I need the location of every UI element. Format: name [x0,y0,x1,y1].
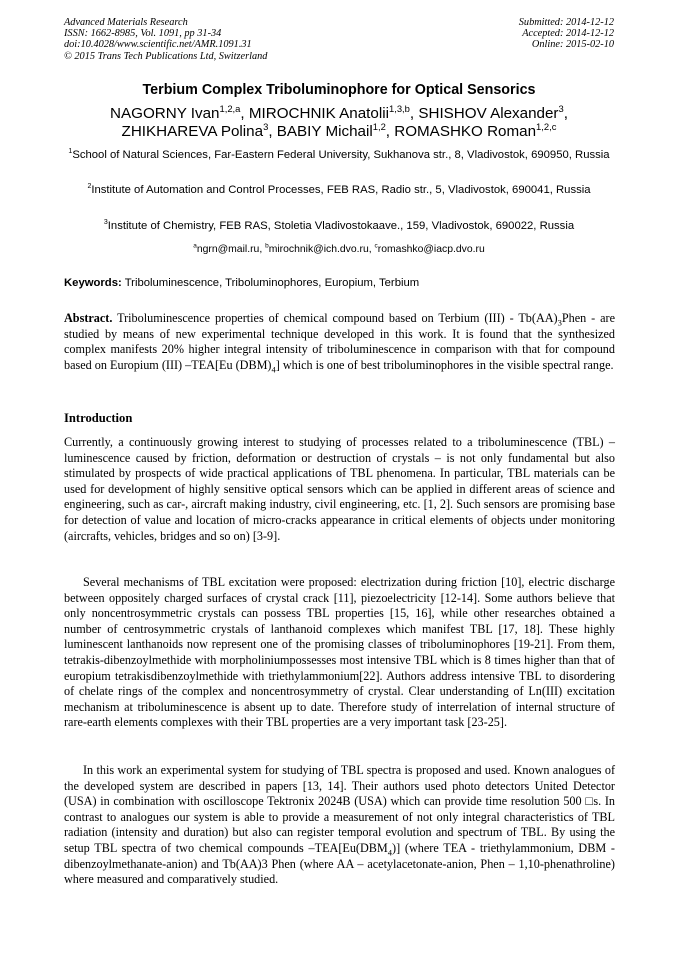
author-name: ZHIKHAREVA Polina [121,123,264,140]
chemical-subscript: 4 [387,847,393,858]
author-affil: 1,2 [372,120,386,132]
author-affil: 3 [558,102,564,114]
affiliation-text: School of Natural Sciences, Far-Eastern Federal University, Sukhanova str., 8, Vladivostok, 690950, Russia [72,149,610,161]
keywords-text: Triboluminescence, Triboluminophores, Europium, Terbium [121,277,420,289]
missing-glyph: □ [585,794,594,809]
abstract-label: Abstract. [64,311,113,325]
paragraph-text: s. In contrast to analogues our system is able to provide a measurement of not only integral characteristics of TBL radiation (intensity and duration) but also can register temporal evolution and spectrum of TBL. By using the setup TBL spectra of two chemical compounds –TEA[Eu(DBM [64,794,615,855]
abstract-subscript: 4 [271,364,276,375]
author-name: BABIY Michail [276,123,373,140]
intro-paragraph-3 [64,763,615,888]
journal-issn: ISSN: 1662-8985, Vol. 1091, pp 31-34 [64,28,222,40]
paper-title: Terbium Complex Triboluminophore for Optical Sensorics [142,82,536,98]
keywords-label: Keywords: [64,277,122,289]
abstract-subscript: 3 [557,317,562,328]
author-name: MIROCHNIK Anatolii [248,105,389,122]
author-list: NAGORNY Ivan$^{1,2,a}$, MIROCHNIK Anatolii$^{1,3,b}$, SHISHOV Alexander$^3$, ZHIKHAREVA Polina$^3$, BABIY Michail$^{1,2}$, ROMASHKO Roman$^{1,2,c}$ [110,102,568,140]
affiliation [64,219,614,235]
affiliation-number: 1 [68,148,73,156]
journal-info [64,17,267,62]
author-name: NAGORNY Ivan [110,105,220,122]
accepted-date: Accepted: 2014-12-12 [522,28,614,40]
paragraph-text: In this work an experimental system for studying of TBL spectra is proposed and used. Known analogues of the developed system are described in papers [13, 14]. Their authors used photo detectors United Detector (USA) in combination with oscilloscope Tektronix 2024B (USA) which can provide time resolution 500 [64,763,615,809]
abstract-text: Triboluminescence properties of chemical compound based on Terbium (III) - Tb(AA) [112,311,558,325]
paragraph-text: )] (where TEA - triethylammonium, DBM - dibenzoylmethanate-anion) and Tb(AA)3 Phen (where AA – acetylacetonate-anion, Phen – 1,10-phenathroline) where measured and comparatively studied. [64,840,615,887]
submitted-date: Submitted: 2014-12-12 [518,17,614,28]
journal-doi: doi:10.4028/www.scientific.net/AMR.1091.31 [64,39,252,51]
journal-copyright: © 2015 Trans Tech Publications Ltd, Switzerland [64,50,268,62]
affiliation-number: 3 [103,219,108,227]
email-address[interactable]: mirochnik@ich.dvo.ru, [268,244,375,255]
email-address[interactable]: romashko@iacp.dvo.ru [377,244,485,255]
affiliation-number: 2 [87,183,92,191]
keywords [64,276,614,291]
author-affil: 3 [263,120,269,132]
author-name: SHISHOV Alexander [418,105,559,122]
author-affil: 1,3,b [388,102,410,114]
author-emails [64,243,614,257]
author-affil: 1,2,a [219,102,241,114]
journal-name: Advanced Materials Research [64,17,188,28]
intro-paragraph-2: Several mechanisms of TBL excitation were proposed: electrization during friction [10], electric discharge between oppositely charged surfaces of crystal crack [11], piezoelectricity [12-14]. Some authors believe that only noncentrosymmetric crystals can possess TBL properties [15, 16], while other researches obtained a number of centrosymmetric crystals of lanthanoid complexes which manifest TBL [17, 18]. These highly luminescent lanthanoids now represent one of the promising classes of triboluminophores [19-21]. From them, tetrakis-dibenzoylmethide with morpholiniumpossesses most intensive TBL which is 8 times higher than that of europium tetrakisdibenzoylmethide with triethylammonium[22]. Authors address intensive TBL to disordering of chelate rings of the complex and noncentrosymmetry of crystal. Clear understanding of Ln(III) excitation mechanism at triboluminescence is absent up to date. Therefore study of interrelation of internal structure of rare-earth elements complexes with their TBL properties are a very important task [23-25]. [64,575,615,730]
email-address[interactable]: ngrn@mail.ru, [196,244,266,255]
online-date: Online: 2015-02-10 [531,39,614,51]
author-name: ROMASHKO Roman [394,123,537,140]
email-marker: b [265,242,269,250]
email-marker: c [374,242,378,250]
affiliation-text: Institute of Automation and Control Processes, FEB RAS, Radio str., 5, Vladivostok, 690041, Russia [91,184,591,196]
submission-dates [519,17,614,51]
author-affil: 1,2,c [536,120,557,132]
abstract [64,311,615,373]
affiliation-text: Institute of Chemistry, FEB RAS, Stoletia Vladivostokaave., 159, Vladivostok, 690022, Russia [107,220,575,232]
abstract-text: ] which is one of best triboluminophores in the visible spectral range. [275,357,614,372]
section-heading: Introduction [64,411,133,425]
affiliation [64,183,614,199]
email-marker: a [193,242,197,250]
affiliation [64,148,614,164]
intro-paragraph-1: Currently, a continuously growing interest to studying of processes related to a triboluminescence (TBL) – luminescence caused by friction, deformation or destruction of crystals – is not only fundamental but also stimulated by prospects of wide practical applications of TBL phenomena. In particular, TBL materials can be used for development of highly sensitive optical sensors which can be applied in different areas of science and engineering, such as car-, aircraft making industry, civil engineering, etc. [1, 2]. Such sensors are promising base for detection of value and location of micro-cracks appearance in critical elements of objects under monitoring (aircrafts, vehicles, bridges and so on) [3-9]. [64,435,615,543]
abstract-text: Phen - are studied by means of new experimental technique developed in this work. It is found that the synthesized complex manifests 20% higher integral intensity of triboluminescence in comparison with that for compound based on Europium (III) –TEA[Eu (DBM) [64,311,616,372]
